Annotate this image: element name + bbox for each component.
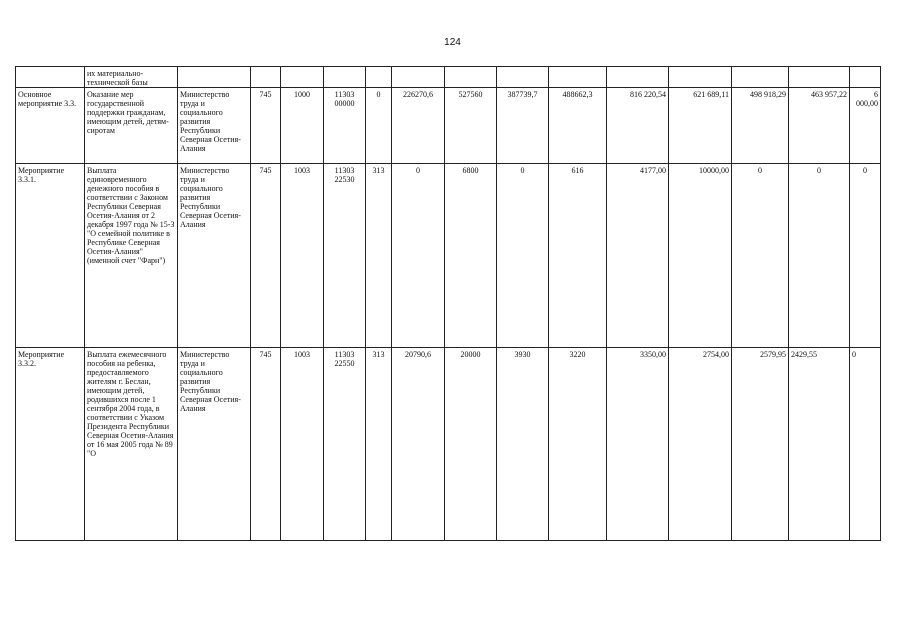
table-cell: 0 bbox=[789, 164, 850, 348]
table-cell bbox=[16, 67, 85, 88]
table-cell: 621 689,11 bbox=[669, 88, 732, 164]
table-cell: 226270,6 bbox=[392, 88, 445, 164]
table-cell: 527560 bbox=[445, 88, 497, 164]
table-cell bbox=[789, 67, 850, 88]
table-cell: 4177,00 bbox=[607, 164, 669, 348]
table-cell: 1003 bbox=[281, 348, 324, 541]
table-cell: 10000,00 bbox=[669, 164, 732, 348]
table-cell: 3350,00 bbox=[607, 348, 669, 541]
table-cell: 498 918,29 bbox=[732, 88, 789, 164]
table-cell bbox=[549, 67, 607, 88]
table-cell bbox=[392, 67, 445, 88]
table-cell: Министерство труда и социального развития Республики Северная Осетия-Алания bbox=[178, 164, 251, 348]
table-cell: 0 bbox=[850, 164, 881, 348]
table-cell: 6800 bbox=[445, 164, 497, 348]
table-cell: 2754,00 bbox=[669, 348, 732, 541]
page-number: 124 bbox=[444, 37, 461, 48]
table-cell: 488662,3 bbox=[549, 88, 607, 164]
table-cell bbox=[281, 67, 324, 88]
table-cell: 3220 bbox=[549, 348, 607, 541]
table-cell: Мероприятие 3.3.2. bbox=[16, 348, 85, 541]
table-cell: 2579,95 bbox=[732, 348, 789, 541]
table-row bbox=[16, 164, 881, 348]
table-cell bbox=[366, 67, 392, 88]
table-cell: 3930 bbox=[497, 348, 549, 541]
table-cell bbox=[669, 67, 732, 88]
table-cell: 0 bbox=[497, 164, 549, 348]
table-cell: 0 bbox=[366, 88, 392, 164]
table-cell: Оказание мер государственной поддержки гражданам, имеющим детей, детям-сиротам bbox=[85, 88, 178, 164]
table-cell: 313 bbox=[366, 164, 392, 348]
table-cell bbox=[445, 67, 497, 88]
table-cell: их материально-технической базы bbox=[85, 67, 178, 88]
table-row bbox=[16, 88, 881, 164]
table-cell: Министерство труда и социального развития Республики Северная Осетия-Алания bbox=[178, 348, 251, 541]
table-cell: Основное мероприятие 3.3. bbox=[16, 88, 85, 164]
table-cell: 0 bbox=[850, 348, 881, 541]
table-cell: 20000 bbox=[445, 348, 497, 541]
table-row bbox=[16, 67, 881, 88]
table-cell: 745 bbox=[251, 88, 281, 164]
table-row bbox=[16, 348, 881, 541]
table-cell: 1000 bbox=[281, 88, 324, 164]
table-cell bbox=[324, 67, 366, 88]
table-cell: Выплата ежемесячного пособия на ребенка, предоставляемого жителям г. Беслан, имеющим детей, родившихся после 1 сентября 2004 года, в соответствии с Указом Президента Республики Северная Осетия-Алания от 16 мая 2005 года № 89 "О bbox=[85, 348, 178, 541]
table-cell: 463 957,22 bbox=[789, 88, 850, 164]
table-cell: 6 000,00 bbox=[850, 88, 881, 164]
table-cell bbox=[497, 67, 549, 88]
table-cell: Мероприятие 3.3.1. bbox=[16, 164, 85, 348]
table-cell: 2429,55 bbox=[789, 348, 850, 541]
table-cell: 616 bbox=[549, 164, 607, 348]
table-cell bbox=[732, 67, 789, 88]
table-cell: 313 bbox=[366, 348, 392, 541]
table-cell: 1003 bbox=[281, 164, 324, 348]
table-cell: Выплата единовременного денежного пособия в соответствии с Законом Республики Северная Осетия-Алания от 2 декабря 1997 года № 15-З "О семейной политике в Республике Северная Осетия-Алания" (именной счет "Фарн") bbox=[85, 164, 178, 348]
table-cell bbox=[178, 67, 251, 88]
table-cell: 0 bbox=[392, 164, 445, 348]
table-cell bbox=[850, 67, 881, 88]
table-cell: 745 bbox=[251, 348, 281, 541]
table-cell: 11303 00000 bbox=[324, 88, 366, 164]
table-cell: 0 bbox=[732, 164, 789, 348]
table-cell bbox=[251, 67, 281, 88]
table-cell bbox=[607, 67, 669, 88]
table-cell: 745 bbox=[251, 164, 281, 348]
budget-table bbox=[15, 66, 881, 541]
table-cell: Министерство труда и социального развития Республики Северная Осетия-Алания bbox=[178, 88, 251, 164]
table-cell: 816 220,54 bbox=[607, 88, 669, 164]
table-cell: 387739,7 bbox=[497, 88, 549, 164]
table-cell: 11303 22530 bbox=[324, 164, 366, 348]
table-cell: 20790,6 bbox=[392, 348, 445, 541]
table-cell: 11303 22550 bbox=[324, 348, 366, 541]
